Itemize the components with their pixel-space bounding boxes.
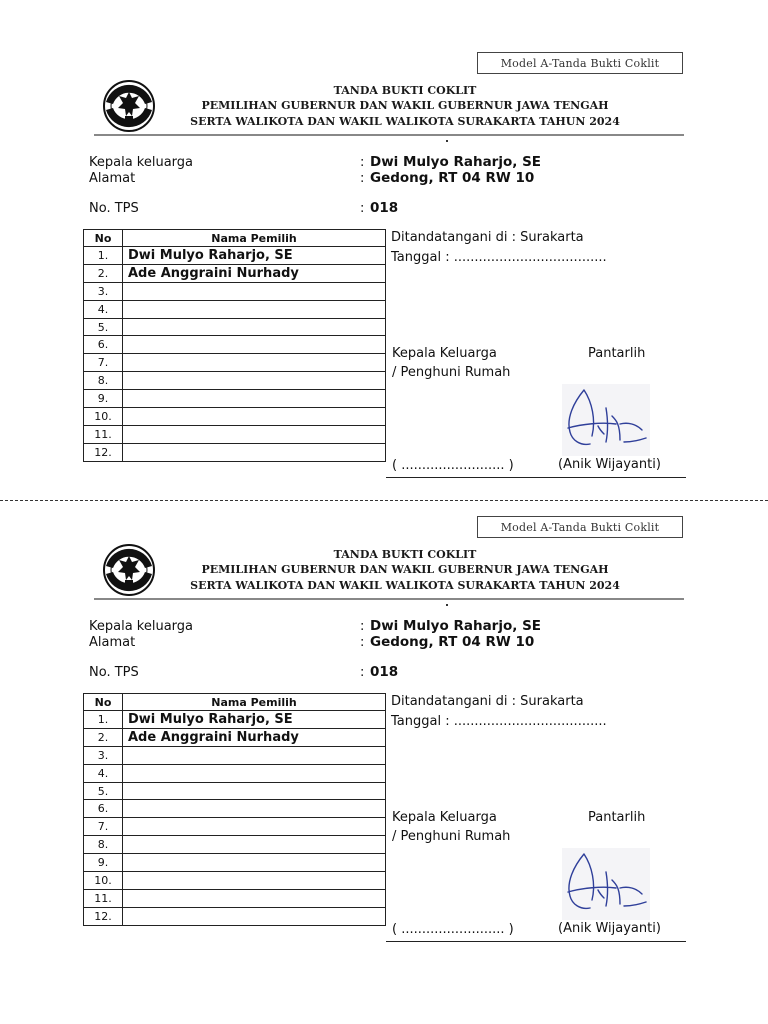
- voter-row-no: 1.: [84, 247, 123, 265]
- voter-row-no: 5.: [84, 782, 123, 800]
- col-name-header: Nama Pemilih: [123, 694, 386, 711]
- tps-colon: :: [360, 201, 365, 216]
- voter-row: [84, 746, 386, 764]
- voter-row-no: 10.: [84, 408, 123, 426]
- alamat-label: Alamat: [89, 635, 136, 650]
- kepala-label: Kepala keluarga: [89, 155, 194, 170]
- col-no-header: No: [84, 230, 123, 247]
- voter-row: [84, 907, 386, 925]
- voter-row: [84, 354, 386, 372]
- alamat-colon: :: [360, 635, 365, 650]
- voter-row: [84, 711, 386, 729]
- voter-row-name: Dwi Mulyo Raharjo, SE: [123, 247, 386, 265]
- voter-row-name: [123, 889, 386, 907]
- kepala-value: Dwi Mulyo Raharjo, SE: [370, 618, 542, 634]
- voter-row: [84, 372, 386, 390]
- pantarlih-label: Pantarlih: [588, 346, 646, 361]
- voter-row-no: 6.: [84, 336, 123, 354]
- voter-row-name: Dwi Mulyo Raharjo, SE: [123, 711, 386, 729]
- voter-row-no: 3.: [84, 282, 123, 300]
- voter-row: [84, 443, 386, 461]
- kepala-colon: :: [360, 619, 365, 634]
- signing-place: Ditandatangani di : Surakarta: [391, 230, 584, 245]
- model-label: Model A-Tanda Bukti Coklit: [477, 52, 683, 74]
- voter-row-no: 8.: [84, 372, 123, 390]
- tps-colon: :: [360, 665, 365, 680]
- signing-place: Ditandatangani di : Surakarta: [391, 694, 584, 709]
- voter-row: [84, 728, 386, 746]
- voter-row-no: 6.: [84, 800, 123, 818]
- header-rule: [94, 134, 684, 136]
- model-label: Model A-Tanda Bukti Coklit: [477, 516, 683, 538]
- voter-row-no: 1.: [84, 711, 123, 729]
- kpu-logo: [102, 542, 156, 598]
- kpu-logo: [102, 78, 156, 134]
- voter-row: [84, 247, 386, 265]
- pantarlih-label: Pantarlih: [588, 810, 646, 825]
- form-title: TANDA BUKTI COKLIT: [333, 84, 477, 97]
- voter-row-name: [123, 354, 386, 372]
- voter-row: [84, 264, 386, 282]
- voter-row: [84, 836, 386, 854]
- pantarlih-name: (Anik Wijayanti): [558, 457, 661, 472]
- kepala-signature-blank: ( ......................... ): [392, 458, 514, 473]
- form-title: TANDA BUKTI COKLIT: [333, 548, 477, 561]
- pantarlih-name: (Anik Wijayanti): [558, 921, 661, 936]
- voter-row-no: 10.: [84, 872, 123, 890]
- voter-row-name: [123, 746, 386, 764]
- alamat-colon: :: [360, 171, 365, 186]
- voter-row: [84, 408, 386, 426]
- voter-row: [84, 854, 386, 872]
- voter-row-no: 4.: [84, 300, 123, 318]
- voter-row-name: [123, 318, 386, 336]
- voter-row-name: [123, 854, 386, 872]
- voter-row-no: 7.: [84, 818, 123, 836]
- coklit-slip-2: [0, 464, 768, 937]
- header-dot: [446, 140, 448, 142]
- kepala-label: Kepala keluarga: [89, 619, 194, 634]
- kepala-keluarga-label: Kepala Keluarga: [392, 346, 497, 361]
- col-name-header: Nama Pemilih: [123, 230, 386, 247]
- voter-row-name: Ade Anggraini Nurhady: [123, 264, 386, 282]
- voter-row: [84, 300, 386, 318]
- voter-row-no: 2.: [84, 728, 123, 746]
- voter-row-no: 7.: [84, 354, 123, 372]
- form-subtitle-2: SERTA WALIKOTA DAN WAKIL WALIKOTA SURAKARTA TAHUN 2024: [190, 115, 620, 128]
- header-dot: [446, 604, 448, 606]
- voter-row-name: [123, 425, 386, 443]
- voter-row-no: 5.: [84, 318, 123, 336]
- voter-row-no: 2.: [84, 264, 123, 282]
- voter-row-name: [123, 872, 386, 890]
- voter-row-name: [123, 300, 386, 318]
- penghuni-label: / Penghuni Rumah: [392, 365, 511, 380]
- pantarlih-signature: [562, 848, 650, 920]
- voter-row-name: [123, 282, 386, 300]
- signature-bottom-rule: [386, 941, 686, 942]
- voter-row: [84, 782, 386, 800]
- penghuni-label: / Penghuni Rumah: [392, 829, 511, 844]
- voter-row-name: [123, 907, 386, 925]
- kepala-colon: :: [360, 155, 365, 170]
- signing-date: Tanggal : .....................................: [391, 250, 607, 265]
- voter-row: [84, 764, 386, 782]
- voter-rows: [84, 711, 386, 926]
- voter-row-no: 4.: [84, 764, 123, 782]
- kepala-value: Dwi Mulyo Raharjo, SE: [370, 154, 542, 170]
- voter-row-no: 3.: [84, 746, 123, 764]
- voter-rows: [84, 247, 386, 462]
- voter-row-name: [123, 336, 386, 354]
- voter-row: [84, 425, 386, 443]
- voter-row: [84, 318, 386, 336]
- voter-table: [83, 693, 386, 926]
- voter-row: [84, 390, 386, 408]
- voter-row-name: [123, 764, 386, 782]
- kepala-keluarga-label: Kepala Keluarga: [392, 810, 497, 825]
- tps-value: 018: [370, 200, 399, 216]
- voter-row: [84, 818, 386, 836]
- kepala-signature-blank: ( ......................... ): [392, 922, 514, 937]
- voter-row-no: 9.: [84, 854, 123, 872]
- voter-row-no: 9.: [84, 390, 123, 408]
- voter-row-name: [123, 408, 386, 426]
- tps-label: No. TPS: [89, 201, 139, 216]
- form-subtitle-1: PEMILIHAN GUBERNUR DAN WAKIL GUBERNUR JAWA TENGAH: [201, 563, 609, 576]
- voter-row-name: [123, 818, 386, 836]
- alamat-label: Alamat: [89, 171, 136, 186]
- alamat-value: Gedong, RT 04 RW 10: [370, 634, 535, 650]
- signing-date: Tanggal : .....................................: [391, 714, 607, 729]
- voter-row-name: [123, 836, 386, 854]
- voter-row: [84, 800, 386, 818]
- voter-row-name: [123, 800, 386, 818]
- pantarlih-signature: [562, 384, 650, 456]
- alamat-value: Gedong, RT 04 RW 10: [370, 170, 535, 186]
- voter-table: [83, 229, 386, 462]
- voter-row-name: [123, 782, 386, 800]
- voter-row-no: 12.: [84, 907, 123, 925]
- form-subtitle-2: SERTA WALIKOTA DAN WAKIL WALIKOTA SURAKARTA TAHUN 2024: [190, 579, 620, 592]
- tps-label: No. TPS: [89, 665, 139, 680]
- header-rule: [94, 598, 684, 600]
- voter-row: [84, 336, 386, 354]
- voter-row: [84, 889, 386, 907]
- voter-row: [84, 282, 386, 300]
- voter-row-name: [123, 443, 386, 461]
- voter-row-name: Ade Anggraini Nurhady: [123, 728, 386, 746]
- voter-row-no: 11.: [84, 425, 123, 443]
- voter-row-no: 11.: [84, 889, 123, 907]
- form-subtitle-1: PEMILIHAN GUBERNUR DAN WAKIL GUBERNUR JAWA TENGAH: [201, 99, 609, 112]
- voter-row-no: 8.: [84, 836, 123, 854]
- tps-value: 018: [370, 664, 399, 680]
- col-no-header: No: [84, 694, 123, 711]
- voter-row-name: [123, 390, 386, 408]
- voter-row: [84, 872, 386, 890]
- voter-row-name: [123, 372, 386, 390]
- coklit-slip-1: [0, 0, 768, 473]
- voter-row-no: 12.: [84, 443, 123, 461]
